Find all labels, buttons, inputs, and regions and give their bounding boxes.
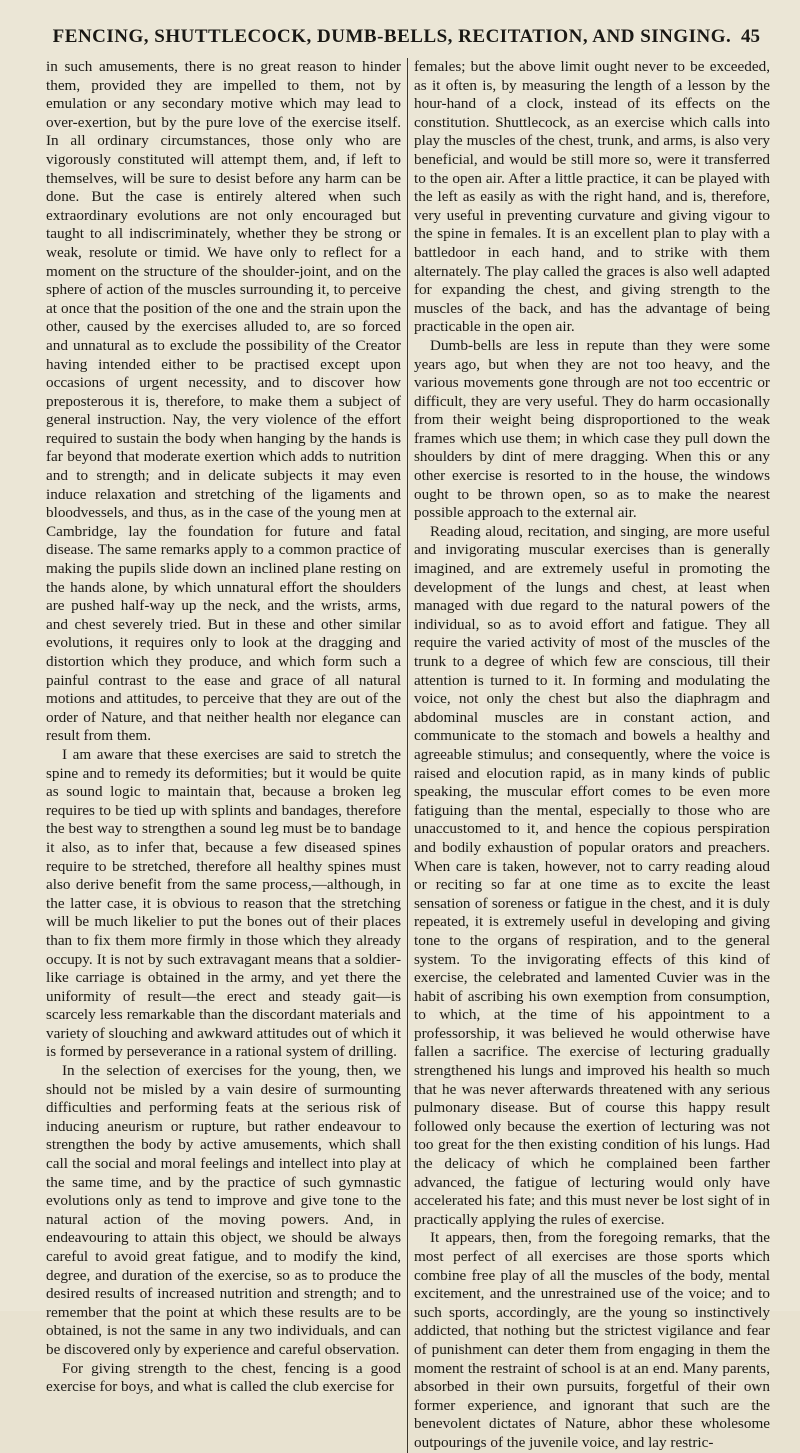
paragraph: In the selection of exercises for the young, then, we should not be misled by a vain desire of surmounting difficulties and performing feats at the serious risk of inducing aneurism or rupture, but rather endeavour to strengthen the body by active amusements, which shall call the social and moral feelings and intellect into play at the same time, and by the practice of such gymnastic evolutions only as tend to improve and give tone to the natural action of the moving powers. And, in endeavouring to attain this object, we should be always careful to avoid great fatigue, and to modify the kind, degree, and duration of the exercise, so as to produce the desired results of increased nutrition and strength; and to remember that the point at which these results are to be obtained, is not the same in any two individuals, and can be discovered only by experience and careful observation. (46, 1062, 401, 1358)
page-number: 45 (741, 26, 760, 47)
left-column (46, 58, 408, 1453)
right-column (408, 58, 770, 1453)
paragraph: For giving strength to the chest, fencing is a good exercise for boys, and what is called the club exercise for (46, 1359, 401, 1396)
paragraph: Reading aloud, recitation, and singing, are more useful and invigorating muscular exercises than is generally imagined, and are extremely useful in promoting the development of the lungs and chest, at least when managed with due regard to the natural powers of the individual, so as to avoid effort and fatigue. They all require the varied activity of most of the muscles of the trunk to a degree of which few are conscious, till their attention is turned to it. In forming and modulating the voice, not only the chest but also the diaphragm and abdominal muscles are in constant action, and communicate to the stomach and bowels a healthy and agreeable stimulus; and consequently, where the voice is raised and elocution rapid, as in many kinds of public speaking, the muscular effort comes to be even more fatiguing than the mental, especially to those who are unaccustomed to it, and hence the copious perspiration and bodily exhaustion of popular orators and preachers. When care is taken, however, not to carry reading aloud or reciting so far at one time as to excite the least sensation of soreness or fatigue in the chest, and it is duly repeated, it is extremely useful in developing and giving tone to the organs of respiration, and to the general system. To the invigorating effects of this kind of exercise, the celebrated and lamented Cuvier was in the habit of ascribing his own exemption from consumption, to which, at the time of his appointment to a professorship, it was believed he would otherwise have fallen a sacrifice. The exercise of lecturing gradually strengthened his lungs and improved his health so much that he was never afterwards threatened with any serious pulmonary disease. But of course this happy result followed only because the exertion of lecturing was not too great for the then existing condition of his lungs. Had the delicacy of which he complained been farther advanced, the fatigue of lecturing would only have accelerated his fate; and this must never be lost sight of in practically applying the rules of exercise. (414, 522, 770, 1228)
paragraph: Dumb-bells are less in repute than they were some years ago, but when they are not too heavy, and the various movements gone through are not too eccentric or difficult, they are very useful. They do harm occasionally from their weight being disproportioned to the weak frames which use them; in which case they pull down the shoulders by dint of mere dragging. When this or any other exercise is resorted to in the house, the windows ought to be thrown open, so as to make the nearest possible approach to the external air. (414, 336, 770, 522)
paragraph: in such amusements, there is no great reason to hinder them, provided they are impelled to them, not by emulation or any secondary motive which may lead to over-exertion, but by the pure love of the exercise itself. In all ordinary circumstances, those only who are vigorously constituted will attempt them, and, if left to themselves, will be sure to desist before any harm can be done. But the case is entirely altered when such extraordinary evolutions are not only encouraged but taught to all indiscriminately, whether they be strong or weak, resolute or timid. We have only to reflect for a moment on the structure of the shoulder-joint, and on the sphere of action of the muscles surrounding it, to perceive at once that the position of the one and the strain upon the other, caused by the exercises alluded to, are so forced and unnatural as to exclude the possibility of the Creator having intended either to be practised except upon occasions of urgent necessity, and to discover how preposterous it is, therefore, to make them a subject of general instruction. Nay, the very violence of the effort required to sustain the body when hanging by the hands is far beyond that moderate exertion which adds to nutrition and to strength; and in delicate subjects it may even induce relaxation and stretching of the ligaments and bloodvessels, and thus, as in the case of the young men at Cambridge, lay the foundation for future and fatal disease. The same remarks apply to a common practice of making the pupils slide down an inclined plane resting on the hands alone, by which unnatural effort the shoulders are pushed half-way up the neck, and the wrists, arms, and chest severely tried. But in these and other similar evolutions, it requires only to look at the dragging and distortion which they produce, and which form such a painful contrast to the ease and grace of all natural motions and attitudes, to perceive that they are out of the order of Nature, and that neither health nor elegance can result from them. (46, 58, 401, 745)
text-columns (46, 58, 778, 1453)
page-header (46, 26, 778, 48)
paragraph: It appears, then, from the foregoing remarks, that the most perfect of all exercises are those sports which combine free play of all the muscles of the body, mental excitement, and the unrestrained use of the voice; and to such sports, accordingly, are the young so instinctively addicted, that nothing but the strictest vigilance and fear of punishment can deter them from engaging in them the moment the restraint of school is at an end. Many parents, absorbed in their own pursuits, forgetful of their own former experience, and ignorant that such are the benevolent dictates of Nature, abhor these wholesome outpourings of the juvenile voice, and lay restric- (414, 1229, 770, 1451)
running-head: FENCING, SHUTTLECOCK, DUMB-BELLS, RECITATION, AND SINGING. (52, 26, 732, 47)
paragraph: females; but the above limit ought never to be exceeded, as it often is, by measuring the length of a lesson by the hour-hand of a clock, instead of its effects on the constitution. Shuttlecock, as an exercise which calls into play the muscles of the chest, trunk, and arms, is also very beneficial, and would be still more so, were it transferred to the open air. After a little practice, it can be played with the left as easily as with the right hand, and is, therefore, very useful in preventing curvature and giving vigour to the spine in females. It is an excellent plan to play with a battledoor in each hand, and to strike with them alternately. The play called the graces is also well adapted for expanding the chest, and giving strength to the muscles of the back, and has the advantage of being practicable in the open air. (414, 58, 770, 336)
paragraph: I am aware that these exercises are said to stretch the spine and to remedy its deformities; but it would be quite as sound logic to maintain that, because a broken leg requires to be tied up with splints and bandages, therefore the best way to strengthen a sound leg must be to bandage it also, as to infer that, because a few diseased spines require to be stretched, therefore all healthy spines must also derive benefit from the same process,—although, in the latter case, it is obvious to reason that the stretching will be much likelier to put the bones out of their places than to fix them more firmly in those which they already occupy. It is not by such extravagant means that a soldier-like carriage is obtained in the army, and yet there the uniformity of result—the erect and steady gait—is scarcely less remarkable than the discordant materials and variety of slouching and awkward attitudes out of which it is formed by perseverance in a rational system of drilling. (46, 745, 401, 1061)
